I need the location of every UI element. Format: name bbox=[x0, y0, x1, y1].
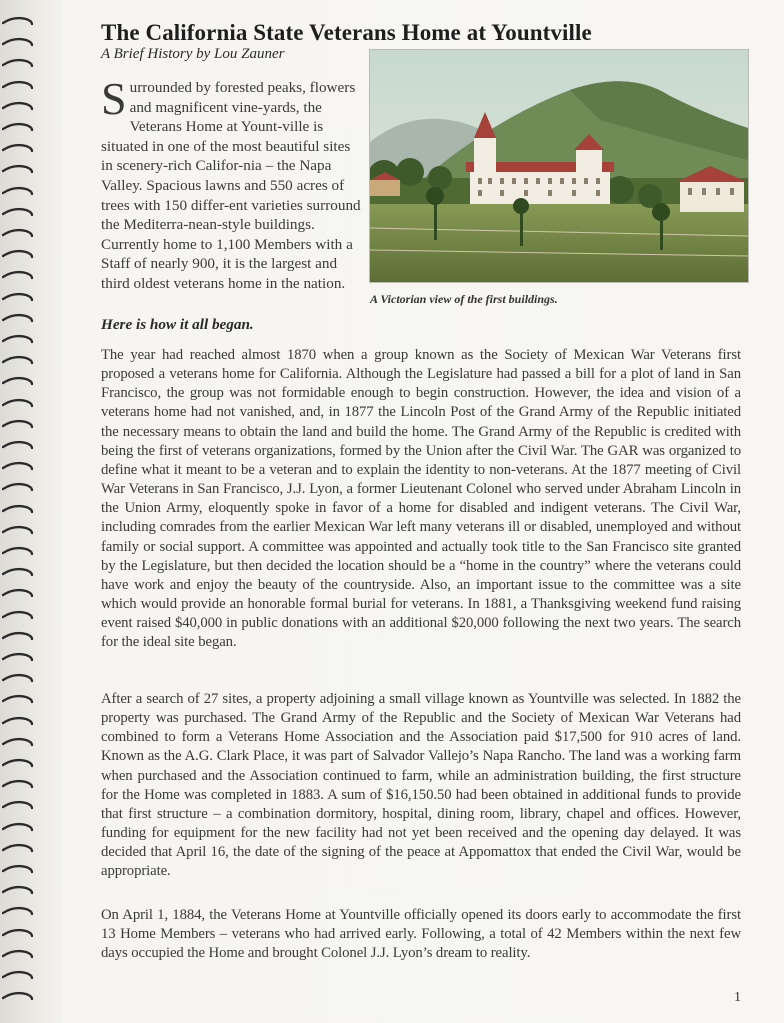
spiral-binding bbox=[0, 0, 62, 1023]
spiral-coil bbox=[2, 735, 34, 748]
spiral-coil bbox=[2, 756, 34, 769]
spiral-coil bbox=[2, 141, 34, 154]
spiral-coil bbox=[2, 586, 34, 599]
spiral-coil bbox=[2, 78, 34, 91]
page-number: 1 bbox=[734, 990, 741, 1005]
spiral-coil bbox=[2, 502, 34, 515]
victorian-buildings-photo bbox=[370, 50, 748, 282]
body-paragraph-1: The year had reached almost 1870 when a group known as the Society of Mexican War Veterans first proposed a veterans home for California. Although the Legislature had passed a bill for a plot of land in San Francisco, the group was not formidable enough to begin construction. However, the idea and vision of a veterans home had not vanished, and, in 1877 the Lincoln Post of the Grand Army of the Republic initiated the necessary means to obtain the land and build the home. The Grand Army of the Republic is credited with being the first of veterans organizations, formed by the Union after the Civil War. The GAR was organized to define what it meant to be a veteran and to explain the identity to non-veterans. At the 1877 meeting of Civil War Veterans in San Francisco, J.J. Lyon, a former Lieutenant Colonel who served under Abraham Lincoln in the Union Army, eloquently spoke in favor of a home for disabled and indigent veterans. The Civil War, including comrades from the earlier Mexican War left many veterans ill or disabled, unemployed and without family or social support. A committee was appointed and actually took title to the San Francisco site granted by the Legislature, but then decided the location should be a “home in the country” where the veterans could have work and enjoy the beauty of the countryside. Also, an important issue to the committee was a site which would provide an honorable formal burial for veterans. In 1881, a Thanksgiving weekend fund raising event raised $40,000 in public donations with an additional $20,000 following the next two years. The search for the ideal site began. bbox=[101, 347, 741, 651]
spiral-coil bbox=[2, 99, 34, 112]
spiral-coil bbox=[2, 311, 34, 324]
spiral-coil bbox=[2, 862, 34, 875]
byline: A Brief History by Lou Zauner bbox=[101, 46, 285, 62]
spiral-coil bbox=[2, 798, 34, 811]
spiral-coil bbox=[2, 544, 34, 557]
spiral-coil bbox=[2, 692, 34, 705]
spiral-coil bbox=[2, 290, 34, 303]
spiral-coil bbox=[2, 841, 34, 854]
spiral-coil bbox=[2, 714, 34, 727]
spiral-coil bbox=[2, 820, 34, 833]
drop-cap: S bbox=[101, 73, 127, 124]
spiral-coil bbox=[2, 35, 34, 48]
spiral-coil bbox=[2, 374, 34, 387]
spiral-coil bbox=[2, 120, 34, 133]
spiral-coil bbox=[2, 332, 34, 345]
spiral-coil bbox=[2, 438, 34, 451]
spiral-coil bbox=[2, 523, 34, 536]
page-title: The California State Veterans Home at Yountville bbox=[101, 20, 592, 45]
spiral-coil bbox=[2, 565, 34, 578]
body-paragraph-2: After a search of 27 sites, a property adjoining a small village known as Yountville was selected. In 1882 the property was purchased. The Grand Army of the Republic and the Society of Mexican War Veterans had combined to form a Veterans Home Association and the Association paid $17,500 for 910 acres of land. Known as the A.G. Clark Place, it was part of Salvador Vallejo’s Napa Rancho. The land was a working farm when purchased and the Association continued to farm, while an administration building, the first structure for the Home was completed in 1883. A sum of $16,150.50 had been obtained in additional funds to provide that first structure – a combination dormitory, hospital, dining room, library, chapel and offices. However, funding for equipment for the new facility had not yet been received and the opening day delayed. It was decided that April 16, the date of the signing of the peace at Appomattox that ended the Civil War, would be appropriate. bbox=[101, 691, 741, 880]
spiral-coil bbox=[2, 417, 34, 430]
spiral-coil bbox=[2, 226, 34, 239]
section-lead-in: Here is how it all began. bbox=[101, 316, 254, 333]
spiral-coil bbox=[2, 14, 34, 27]
spiral-coil bbox=[2, 268, 34, 281]
spiral-coil bbox=[2, 184, 34, 197]
intro-paragraph bbox=[101, 73, 363, 294]
spiral-coil bbox=[2, 629, 34, 642]
spiral-coil bbox=[2, 56, 34, 69]
spiral-coil bbox=[2, 608, 34, 621]
body-paragraph-3: On April 1, 1884, the Veterans Home at Yountville officially opened its doors early to accommodate the first 13 Home Members – veterans who had arrived early. Following, a total of 42 Members within the next few days occupied the Home and brought Colonel J.J. Lyon’s dream to reality. bbox=[101, 907, 741, 962]
spiral-coil bbox=[2, 883, 34, 896]
spiral-coil bbox=[2, 396, 34, 409]
spiral-coil bbox=[2, 459, 34, 472]
spiral-coil bbox=[2, 480, 34, 493]
spiral-coil bbox=[2, 162, 34, 175]
spiral-coil bbox=[2, 904, 34, 917]
intro-text: urrounded by forested peaks, flowers and magnificent vine-yards, the Veterans Home at Yount-ville is situated in one of the most beautiful sites in scenery-rich Califor-nia – the Napa Valley. Spacious lawns and 550 acres of trees with 150 differ-ent varieties surround the Mediterra-nean-style buildings. Currently home to 1,100 Members with a Staff of nearly 900, it is the largest and third oldest veterans home in the nation. bbox=[101, 79, 361, 292]
spiral-coil bbox=[2, 926, 34, 939]
spiral-coil bbox=[2, 247, 34, 260]
photo-caption: A Victorian view of the first buildings. bbox=[370, 292, 558, 306]
spiral-coil bbox=[2, 777, 34, 790]
spiral-coil bbox=[2, 650, 34, 663]
spiral-coil bbox=[2, 205, 34, 218]
spiral-coil bbox=[2, 947, 34, 960]
spiral-coil bbox=[2, 353, 34, 366]
spiral-coil bbox=[2, 968, 34, 981]
spiral-coil bbox=[2, 989, 34, 1002]
spiral-coil bbox=[2, 671, 34, 684]
